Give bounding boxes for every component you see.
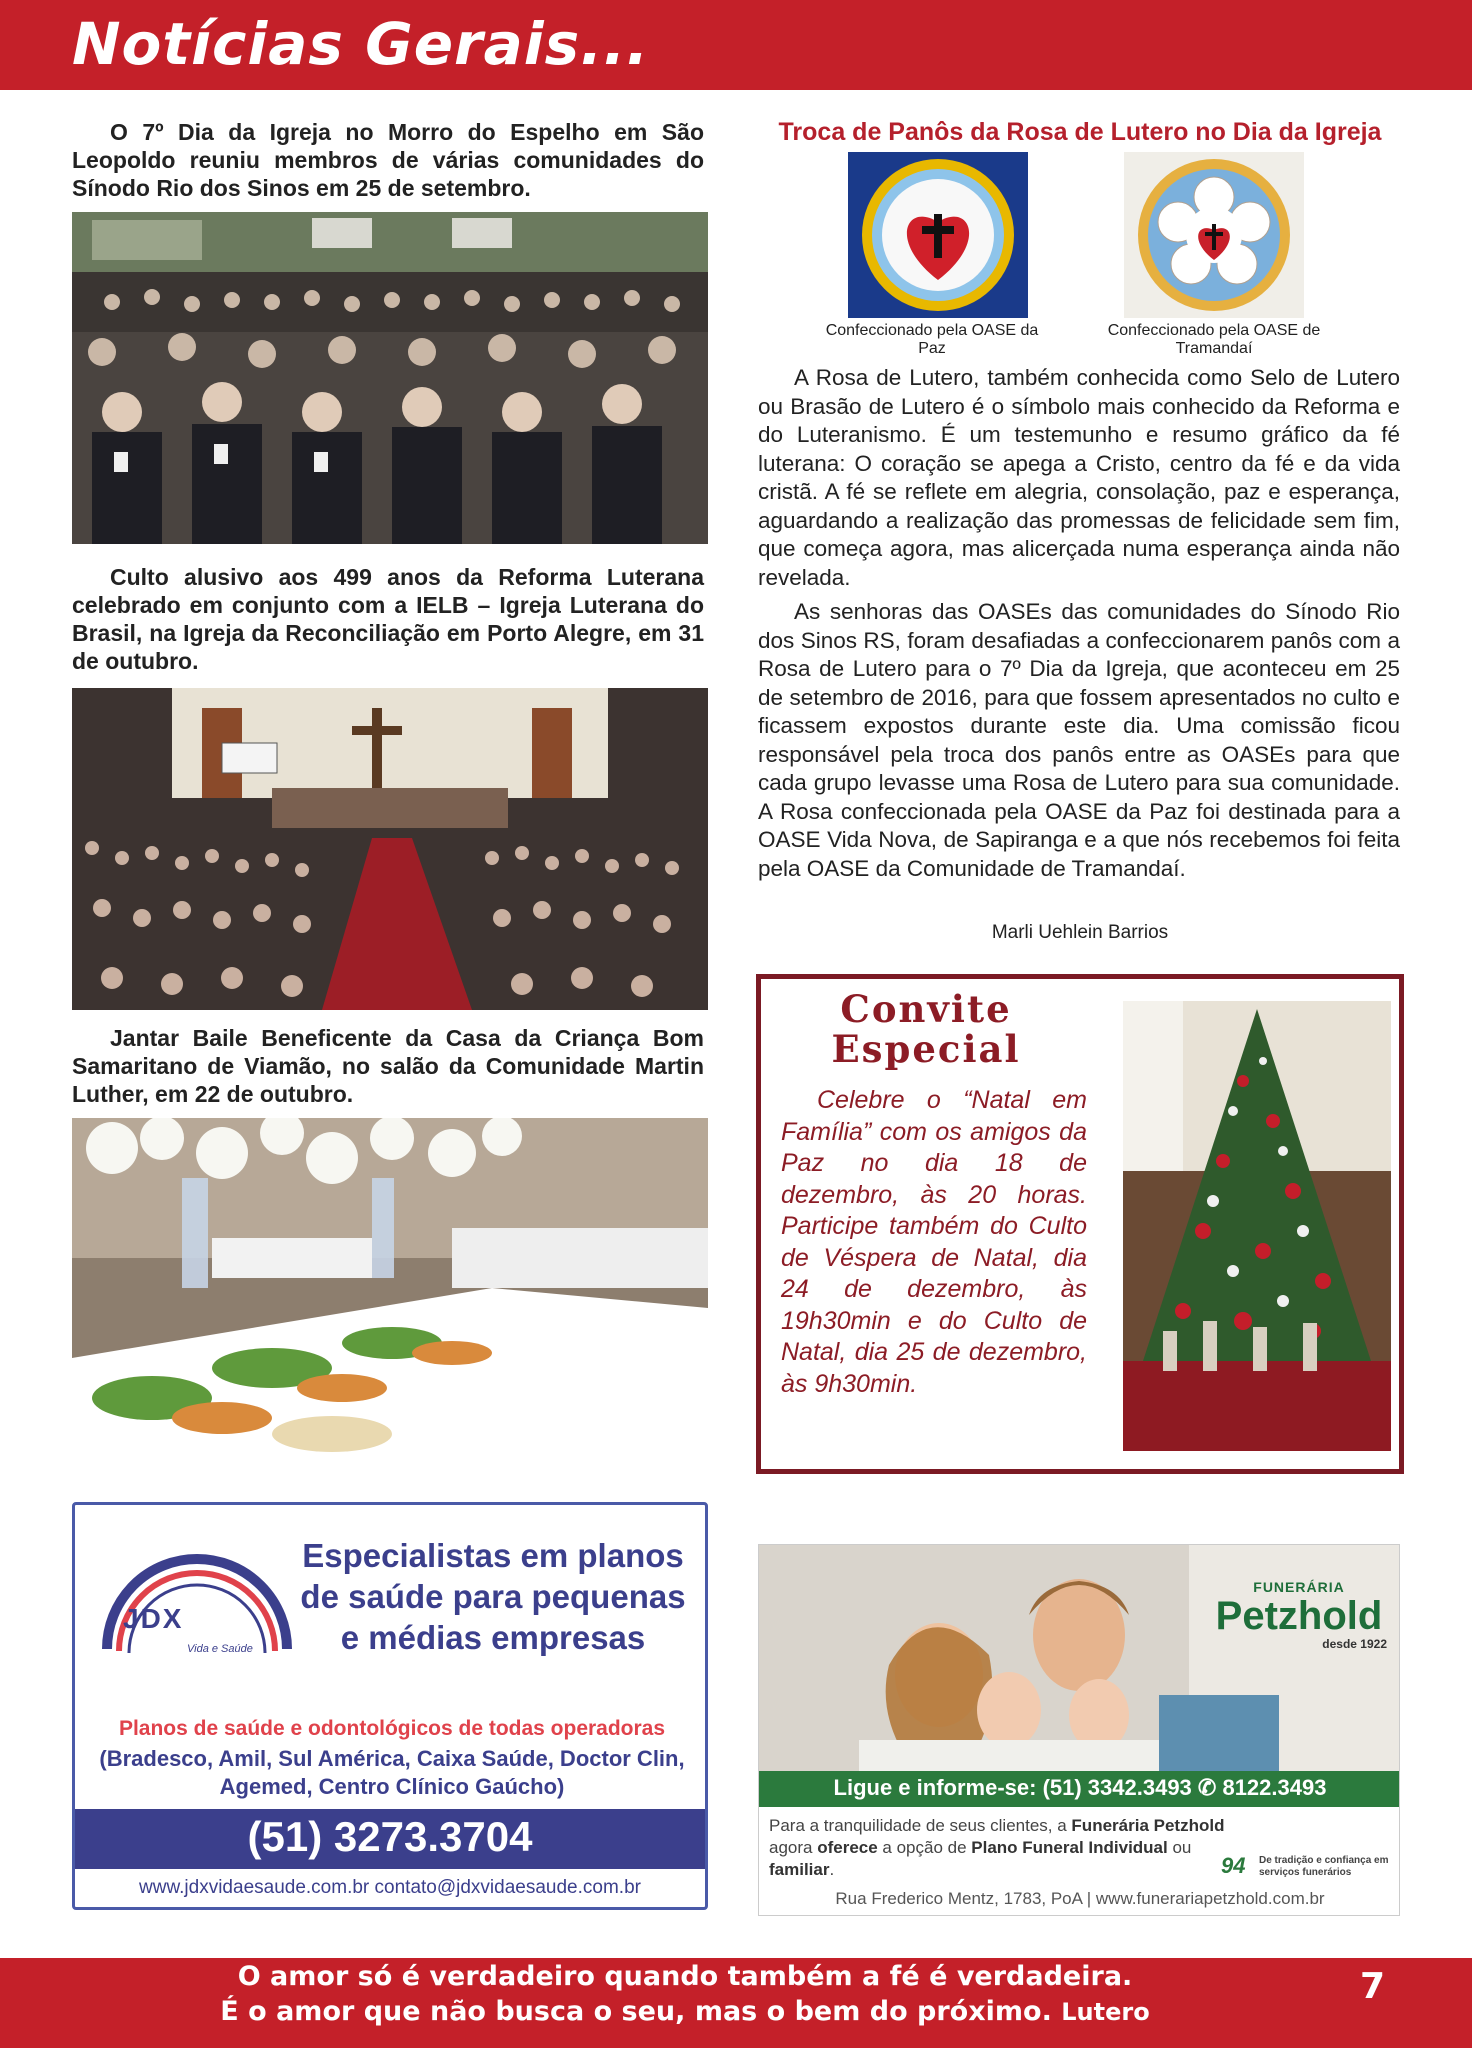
caption-dia-da-igreja: O 7º Dia da Igreja no Morro do Espelho em São Leopoldo reuniu membros de várias comunidades do Sínodo Rio dos Sinos em 25 de setembro.: [72, 119, 704, 201]
jdx-logo-text: JDX: [123, 1603, 184, 1634]
panno-caption-paz: Confeccionado pela OASE da Paz: [825, 322, 1039, 357]
caption-reforma: Culto alusivo aos 499 anos da Reforma Luterana celebrado em conjunto com a IELB – Igreja Luterana do Brasil, na Igreja da Reconciliação em Porto Alegre, em 31 de outubro.: [72, 564, 704, 674]
article-paragraph-2: As senhoras das OASEs das comunidades do Sínodo Rio dos Sinos RS, foram desafiadas a confeccionarem panôs com a Rosa de Lutero para o 7º Dia da Igreja, que aconteceu em 25 de setembro de 2016, para que fossem apresentados no culto e ficassem expostos durante este dia. Uma comissão ficou responsável pela troca dos panôs entre as OASEs para que cada grupo levasse uma Rosa de Lutero para sua comunidade. A Rosa confeccionada pela OASE da Paz foi destinada para a OASE Vida Nova, de Sapiranga e a que nós recebemos foi feita pela OASE da Comunidade de Tramandaí.: [758, 599, 1400, 881]
ad-funeraria-petzhold: [758, 1544, 1400, 1916]
petzhold-text-b: Funerária Petzhold: [1071, 1816, 1225, 1835]
petzhold-brand: [1199, 1579, 1399, 1651]
petzhold-text-e: a opção de: [877, 1838, 972, 1857]
petzhold-brand-name: Petzhold: [1215, 1594, 1383, 1638]
page-number: 7: [1360, 1966, 1386, 2007]
petzhold-years: 94: [1221, 1853, 1246, 1878]
photo-jantar-baile: [72, 1118, 708, 1460]
convite-title-line1: Convite: [840, 987, 1012, 1031]
footer-quote-text: É o amor que não busca o seu, mas o bem do próximo.: [220, 1996, 1052, 2027]
petzhold-text-c: agora: [769, 1838, 818, 1857]
luther-rose-panno-tramandai: [1124, 152, 1304, 318]
petzhold-text-a: Para a tranquilidade de seus clientes, a: [769, 1816, 1072, 1835]
petzhold-tagline: De tradição e confiança em serviços funerários: [1259, 1855, 1389, 1878]
petzhold-text-f: Plano Funeral Individual: [971, 1838, 1168, 1857]
footer-quote-line1: O amor só é verdadeiro quando também a fé é verdadeira.: [237, 1961, 1133, 1992]
jdx-contact: www.jdxvidaesaude.com.br contato@jdxvidaesaude.com.br: [139, 1877, 641, 1898]
footer-quote-line2: [110, 1996, 1260, 2027]
christmas-tree-photo: [1123, 1001, 1391, 1451]
jdx-phone: (51) 3273.3704: [247, 1813, 533, 1860]
petzhold-address: Rua Frederico Mentz, 1783, PoA | www.funerariapetzhold.com.br: [835, 1889, 1325, 1908]
petzhold-text-g: ou: [1167, 1838, 1192, 1857]
petzhold-phone: Ligue e informe-se: (51) 3342.3493 ✆ 8122.3493: [833, 1775, 1327, 1800]
article-author: Marli Uehlein Barrios: [991, 922, 1169, 943]
luther-rose-panno-paz: [848, 152, 1028, 318]
petzhold-text-d: oferece: [817, 1838, 878, 1857]
ad-jdx-vida-e-saude: [72, 1502, 708, 1910]
article-rosa-de-lutero: [758, 364, 1400, 889]
jdx-heading: Especialistas em planos de saúde para pequenas e médias empresas: [300, 1537, 686, 1656]
convite-text: Celebre o “Natal em Família” com os amigos da Paz no dia 18 de dezembro, às 20 horas. Participe também do Culto de Véspera de Natal, dia 24 de dezembro, às 19h30min e do Culto de Natal, dia 25 de dezembro, às 9h30min.: [781, 1086, 1087, 1398]
petzhold-offer-text: [769, 1815, 1249, 1881]
article-paragraph-1: A Rosa de Lutero, também conhecida como Selo de Lutero ou Brasão de Lutero é o símbolo mais conhecido da Reforma e do Luteranismo. É um testemunho e resumo gráfico da fé luterana: O coração se apega a Cristo, centro da fé e da vida cristã. A fé se reflete em alegria, consolação, paz e esperança, aguardando a realização das promessas de felicidade sem fim, que começa agora, mas alicerçada numa esperança ainda não revelada.: [758, 365, 1400, 590]
header-bar: [0, 0, 1472, 90]
convite-especial-box: [756, 974, 1404, 1474]
panos-section-title: Troca de Panôs da Rosa de Lutero no Dia da Igreja: [778, 118, 1382, 146]
jdx-logo-subtitle: Vida e Saúde: [187, 1643, 253, 1655]
petzhold-since: desde 1922: [1322, 1637, 1387, 1651]
page-title: Notícias Gerais...: [72, 10, 650, 78]
panno-caption-tramandai: Confeccionado pela OASE de Tramandaí: [1107, 322, 1321, 357]
caption-jantar-baile: Jantar Baile Beneficente da Casa da Criança Bom Samaritano de Viamão, no salão da Comunidade Martin Luther, em 22 de outubro.: [72, 1025, 704, 1107]
convite-title: [791, 989, 1061, 1069]
jdx-subtitle: Planos de saúde e odontológicos de todas operadoras: [118, 1717, 666, 1740]
petzhold-text-i: .: [829, 1860, 835, 1879]
petzhold-brand-small: FUNERÁRIA: [1253, 1579, 1345, 1595]
footer-quote-author: Lutero: [1061, 1998, 1150, 2026]
photo-dia-da-igreja: [72, 212, 708, 544]
photo-culto-reforma: [72, 688, 708, 1010]
petzhold-text-h: familiar: [769, 1860, 830, 1879]
jdx-operators: (Bradesco, Amil, Sul América, Caixa Saúde, Doctor Clin, Agemed, Centro Clínico Gaúcho): [99, 1746, 685, 1799]
convite-title-line2: Especial: [831, 1027, 1021, 1071]
